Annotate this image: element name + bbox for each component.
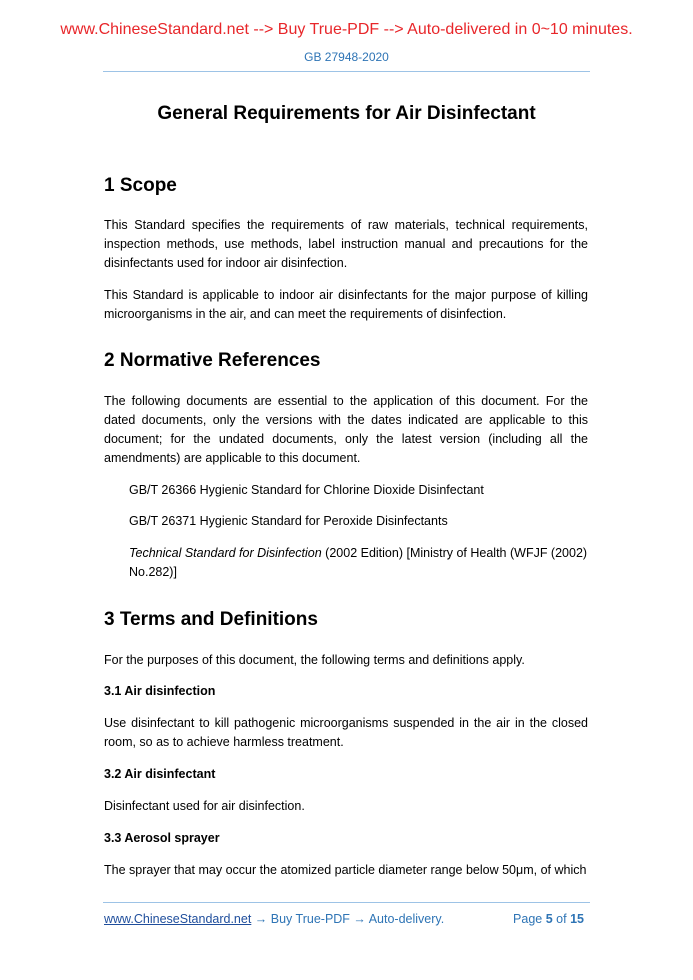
- page-total: 15: [570, 912, 584, 926]
- term-text-air-disinfection: Use disinfectant to kill pathogenic microorganisms suspended in the air in the closed room, so as to achieve harmless treatment.: [104, 716, 588, 749]
- document-title: General Requirements for Air Disinfectant: [157, 103, 536, 124]
- terms-intro: For the purposes of this document, the following terms and definitions apply.: [104, 653, 525, 667]
- reference-3-title: Technical Standard for Disinfection: [129, 546, 322, 560]
- section-heading-scope: 1 Scope: [104, 175, 177, 196]
- top-banner[interactable]: www.ChineseStandard.net --> Buy True-PDF --> Auto-delivered in 0~10 minutes.: [60, 21, 633, 38]
- page-footer: [104, 912, 588, 926]
- footer-website-link[interactable]: www.ChineseStandard.net: [104, 912, 252, 926]
- scope-paragraph-2: This Standard is applicable to indoor air disinfectants for the major purpose of killing microorganisms in the air, and can meet the requirements of disinfection.: [104, 288, 588, 321]
- page-number: 5: [545, 912, 553, 926]
- of-word: of: [556, 912, 567, 926]
- term-heading-aerosol-sprayer: 3.3 Aerosol sprayer: [104, 831, 220, 845]
- reference-item-3: [129, 544, 589, 582]
- term-text-air-disinfectant: Disinfectant used for air disinfection.: [104, 799, 305, 813]
- page-indicator: [513, 912, 584, 926]
- reference-item-2: GB/T 26371 Hygienic Standard for Peroxide Disinfectants: [129, 514, 448, 528]
- standard-code: GB 27948-2020: [304, 50, 389, 64]
- term-heading-air-disinfectant: 3.2 Air disinfectant: [104, 767, 216, 781]
- footer-divider: [103, 902, 590, 903]
- header-divider: [103, 71, 590, 72]
- term-heading-air-disinfection: 3.1 Air disinfection: [104, 684, 216, 698]
- reference-item-1: GB/T 26366 Hygienic Standard for Chlorine Dioxide Disinfectant: [129, 483, 484, 497]
- term-text-aerosol-sprayer: The sprayer that may occur the atomized particle diameter range below 50μm, of which: [104, 863, 587, 877]
- footer-buy-text: → Buy True-PDF → Auto-delivery.: [251, 912, 445, 926]
- section-heading-terms: 3 Terms and Definitions: [104, 609, 318, 630]
- reference-3-details: (2002 Edition) [Ministry of Health (WFJF (2002) No.282)]: [129, 546, 588, 579]
- page-word: Page: [513, 912, 543, 926]
- normative-paragraph: The following documents are essential to the application of this document. For the dated documents, only the versions with the dates indicated are applicable to this document; for the undated documents, only the latest version (including all the amendments) are applicable to this document.: [104, 394, 588, 465]
- section-heading-normative-references: 2 Normative References: [104, 350, 321, 371]
- scope-paragraph-1: This Standard specifies the requirements of raw materials, technical requirements, inspection methods, use methods, label instruction manual and precautions for the disinfectants used for indoor air disinfection.: [104, 218, 588, 270]
